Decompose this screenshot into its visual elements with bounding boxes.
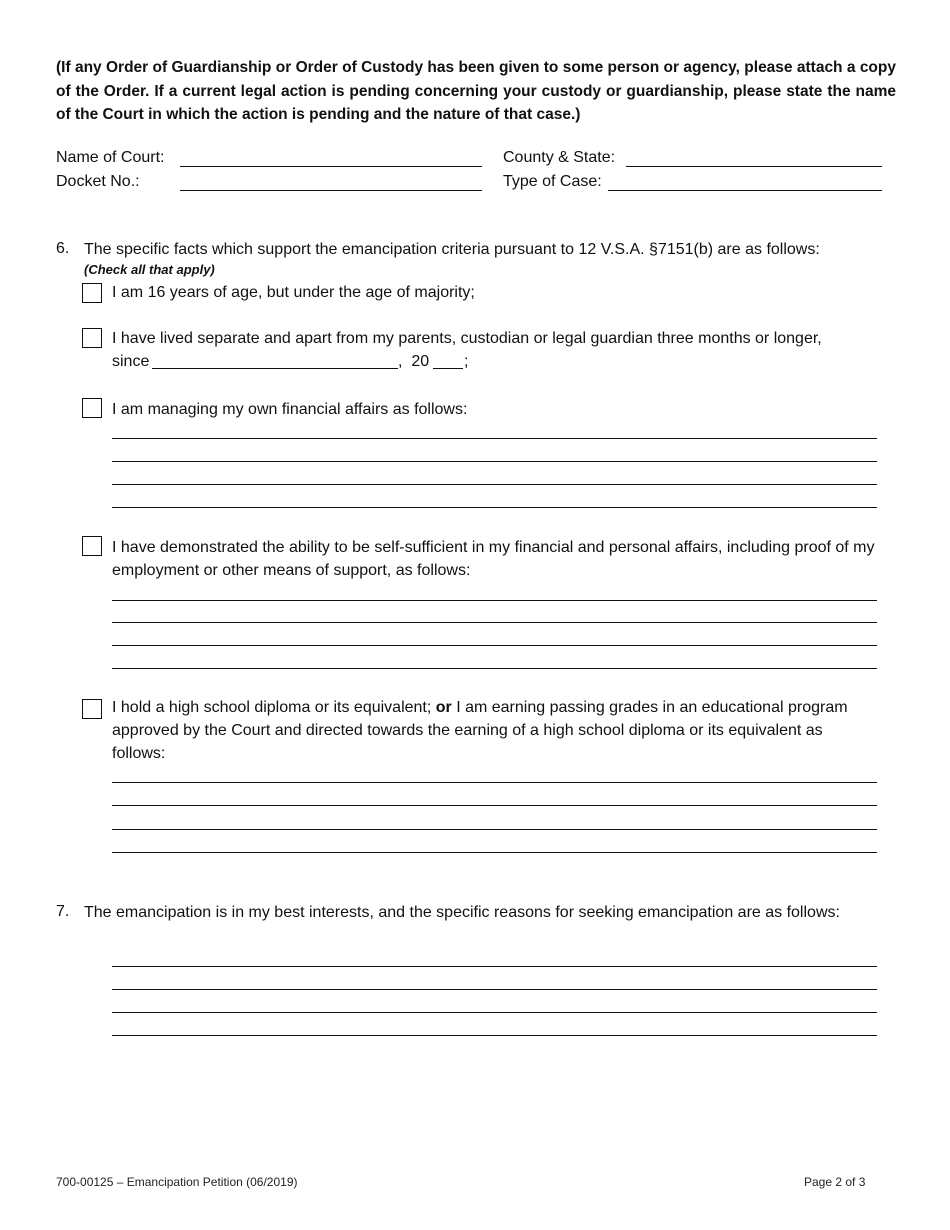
best-interests-line-4[interactable] bbox=[112, 1035, 877, 1036]
attachment-instructions: (If any Order of Guardianship or Order of Custody has been given to some person or agency, please attach a copy of the Order. If a current legal action is pending concerning your custody or guardianship, please state the name of the Court in which the action is pending and the nature of that case.) bbox=[56, 59, 896, 123]
separate-living-text: I have lived separate and apart from my parents, custodian or legal guardian three months or longer, bbox=[112, 330, 822, 347]
county-state-label: County & State: bbox=[503, 149, 616, 166]
self-sufficient-line-1[interactable] bbox=[112, 600, 877, 601]
self-sufficient-text: I have demonstrated the ability to be self-sufficient in my financial and personal affairs, including proof of my employment or other means of support, as follows: bbox=[112, 539, 875, 579]
court-name-field[interactable] bbox=[180, 148, 482, 167]
since-date-field[interactable] bbox=[152, 350, 398, 369]
since-label: since bbox=[112, 353, 150, 370]
year-field[interactable] bbox=[433, 350, 463, 369]
check-all-note: (Check all that apply) bbox=[84, 262, 215, 277]
separate-living-checkbox[interactable] bbox=[82, 328, 102, 348]
item-6-number: 6. bbox=[56, 240, 70, 257]
best-interests-line-1[interactable] bbox=[112, 966, 877, 967]
year-end: ; bbox=[464, 353, 469, 370]
self-sufficient-line-2[interactable] bbox=[112, 622, 877, 623]
item-7-number: 7. bbox=[56, 903, 70, 920]
education-text-b: I am earning passing grades in an educational program approved by the Court and directed towards the earning of a high school diploma or its equivalent as follows: bbox=[112, 699, 848, 762]
education-line-2[interactable] bbox=[112, 805, 877, 806]
self-sufficient-line-3[interactable] bbox=[112, 645, 877, 646]
form-id: 700-00125 – Emancipation Petition (06/2019) bbox=[56, 1175, 298, 1189]
item-6-text: The specific facts which support the emancipation criteria pursuant to 12 V.S.A. §7151(b) are as follows: bbox=[84, 241, 820, 258]
case-type-label: Type of Case: bbox=[503, 173, 602, 190]
financial-affairs-text: I am managing my own financial affairs as follows: bbox=[112, 401, 468, 418]
education-line-3[interactable] bbox=[112, 829, 877, 830]
education-checkbox[interactable] bbox=[82, 699, 102, 719]
education-line-4[interactable] bbox=[112, 852, 877, 853]
financial-affairs-line-1[interactable] bbox=[112, 438, 877, 439]
case-type-field[interactable] bbox=[608, 172, 882, 191]
docket-field[interactable] bbox=[180, 172, 482, 191]
page-number: Page 2 of 3 bbox=[804, 1175, 866, 1189]
education-or: or bbox=[435, 699, 452, 716]
self-sufficient-checkbox[interactable] bbox=[82, 536, 102, 556]
education-text-a: I hold a high school diploma or its equivalent; bbox=[112, 699, 436, 716]
age-checkbox[interactable] bbox=[82, 283, 102, 303]
best-interests-line-3[interactable] bbox=[112, 1012, 877, 1013]
education-line-1[interactable] bbox=[112, 782, 877, 783]
court-name-label: Name of Court: bbox=[56, 149, 165, 166]
best-interests-line-2[interactable] bbox=[112, 989, 877, 990]
financial-affairs-line-3[interactable] bbox=[112, 484, 877, 485]
docket-label: Docket No.: bbox=[56, 173, 140, 190]
financial-affairs-line-2[interactable] bbox=[112, 461, 877, 462]
financial-affairs-line-4[interactable] bbox=[112, 507, 877, 508]
self-sufficient-line-4[interactable] bbox=[112, 668, 877, 669]
item-7-text: The emancipation is in my best interests, and the specific reasons for seeking emancipation are as follows: bbox=[84, 904, 840, 921]
year-prefix: , 20 bbox=[398, 353, 430, 370]
financial-affairs-checkbox[interactable] bbox=[82, 398, 102, 418]
age-option-text: I am 16 years of age, but under the age of majority; bbox=[112, 284, 475, 301]
county-state-field[interactable] bbox=[626, 148, 882, 167]
education-text bbox=[112, 696, 872, 765]
